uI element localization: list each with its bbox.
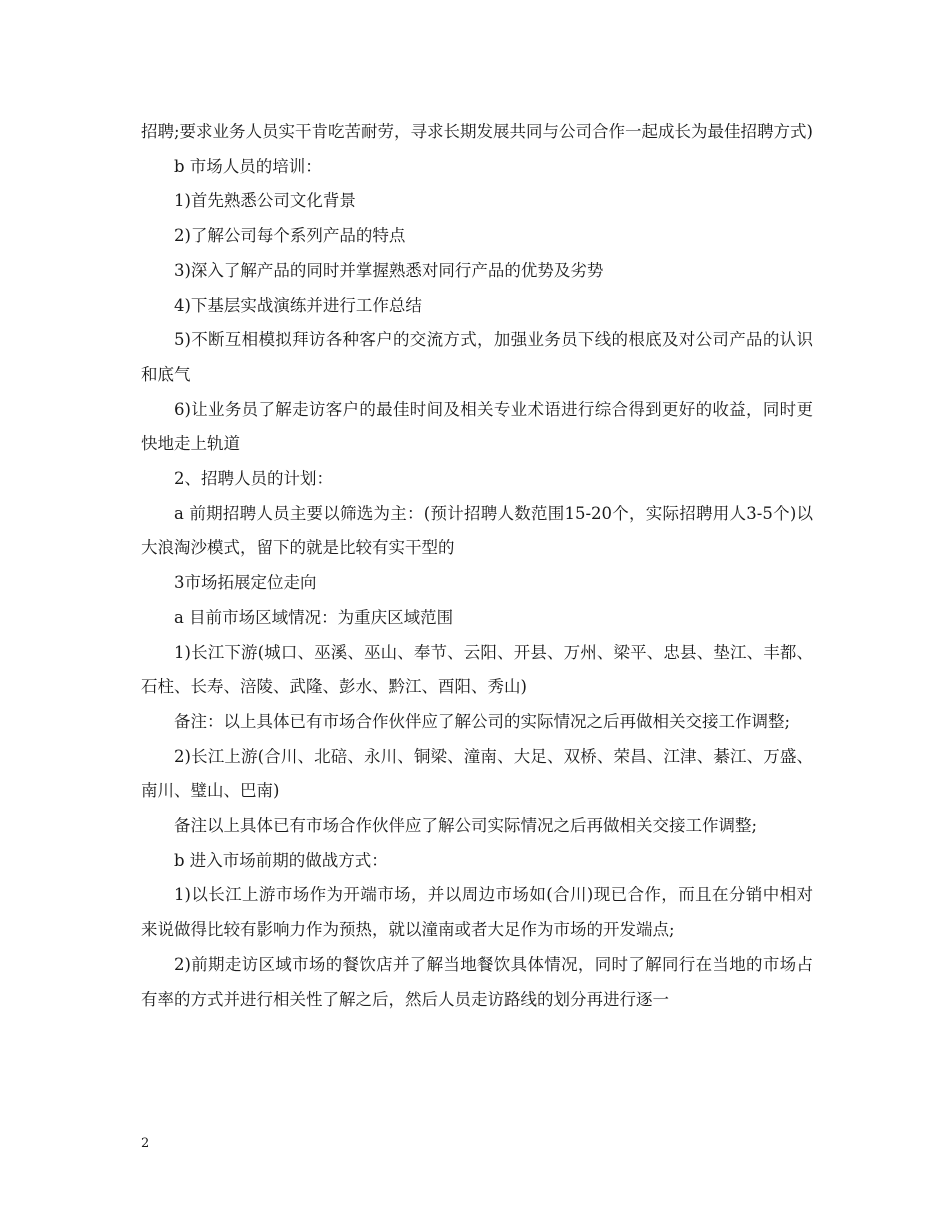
paragraph-7: 5)不断互相模拟拜访各种客户的交流方式，加强业务员下线的根底及对公司产品的认识和底气 [141,330,813,384]
paragraph-9: 2、招聘人员的计划： [174,469,333,489]
paragraph-6: 4)下基层实战演练并进行工作总结 [174,295,422,315]
paragraph-12: a 目前市场区域情况：为重庆区域范围 [174,607,454,627]
paragraph-10: a 前期招聘人员主要以筛选为主：(预计招聘人数范围15-20个，实际招聘用人3-5个)以大浪淘沙模式，留下的就是比较有实干型的 [141,503,813,558]
paragraph-14: 备注：以上具体已有市场合作伙伴应了解公司的实际情况之后再做相关交接工作调整; [174,711,791,731]
page-number: 2 [141,1136,150,1151]
paragraph-17: b 进入市场前期的做战方式： [174,850,388,870]
paragraph-15: 2)长江上游(合川、北碚、永川、铜梁、潼南、大足、双桥、荣昌、江津、綦江、万盛、南川、璧山、巴南) [141,746,813,801]
paragraph-3: 1)首先熟悉公司文化背景 [174,191,356,211]
paragraph-18: 1)以长江上游市场作为开端市场，并以周边市场如(合川)现已合作，而且在分销中相对来说做得比较有影响力作为预热，就以潼南或者大足作为市场的开发端点; [141,885,813,940]
document-body [141,115,813,1017]
paragraph-8: 6)让业务员了解走访客户的最佳时间及相关专业术语进行综合得到更好的收益，同时更快地走上轨道 [141,399,813,454]
paragraph-2: b 市场人员的培训： [174,156,322,176]
paragraph-1: 招聘;要求业务人员实干肯吃苦耐劳，寻求长期发展共同与公司合作一起成长为最佳招聘方式) [141,122,813,141]
paragraph-13: 1)长江下游(城口、巫溪、巫山、奉节、云阳、开县、万州、梁平、忠县、垫江、丰都、石柱、长寿、涪陵、武隆、彭水、黔江、酉阳、秀山) [141,642,813,697]
paragraph-5: 3)深入了解产品的同时并掌握熟悉对同行产品的优势及劣势 [174,260,604,280]
paragraph-16: 备注以上具体已有市场合作伙伴应了解公司实际情况之后再做相关交接工作调整; [174,816,758,836]
paragraph-19: 2)前期走访区域市场的餐饮店并了解当地餐饮具体情况，同时了解同行在当地的市场占有率的方式并进行相关性了解之后，然后人员走访路线的划分再进行逐一 [141,954,813,1009]
paragraph-11: 3市场拓展定位走向 [174,573,317,593]
paragraph-4: 2)了解公司每个系列产品的特点 [174,226,406,246]
